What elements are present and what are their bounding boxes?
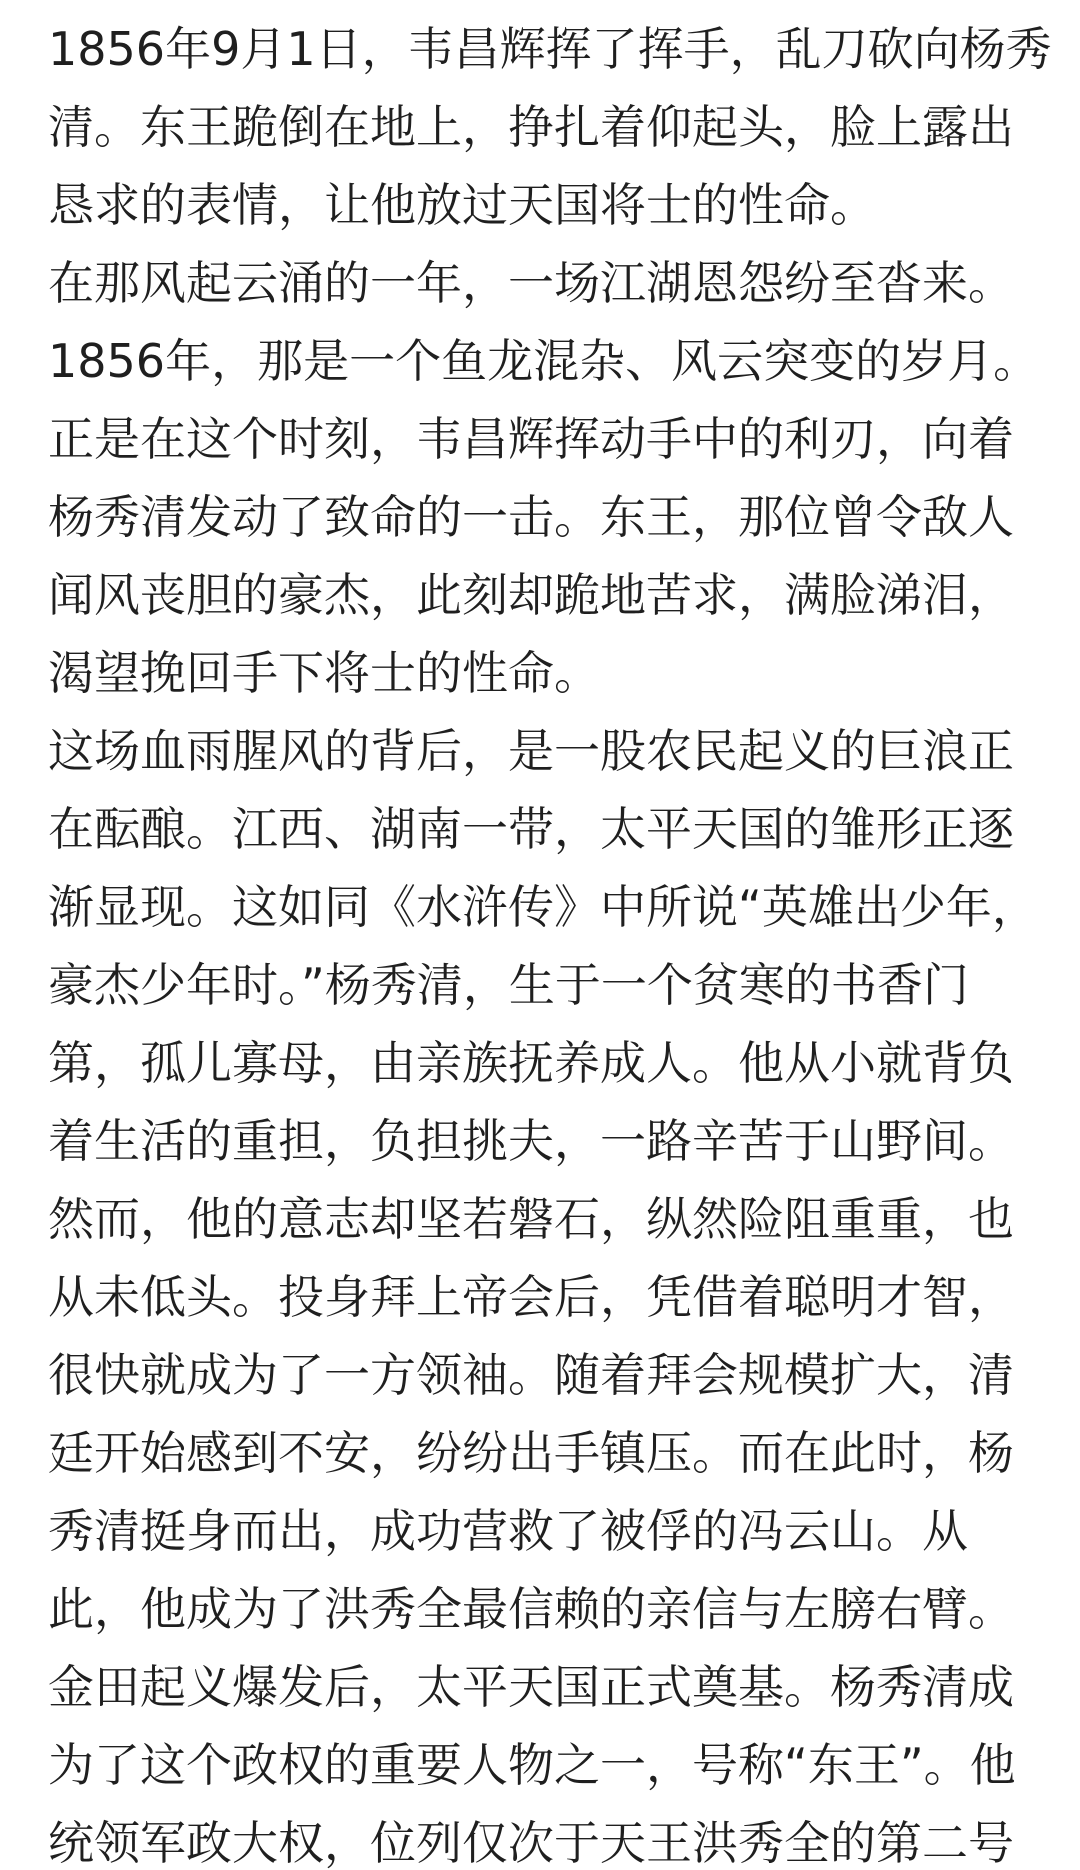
article-line: 第，孤儿寡母，由亲族抚养成人。他从小就背负	[48, 1036, 1014, 1090]
article-line: 从未低头。投身拜上帝会后，凭借着聪明才智，	[48, 1270, 1014, 1324]
article-line: 杨秀清发动了致命的一击。东王，那位曾令敌人	[48, 490, 1014, 544]
article-line: 恳求的表情，让他放过天国将士的性命。	[48, 178, 876, 232]
article-line: 这场血雨腥风的背后，是一股农民起义的巨浪正	[48, 724, 1014, 778]
article-line: 在那风起云涌的一年，一场江湖恩怨纷至沓来。	[48, 256, 1014, 310]
article-line: 渐显现。这如同《水浒传》中所说“英雄出少年，	[48, 880, 1038, 934]
article-line: 在酝酿。江西、湖南一带，太平天国的雏形正逐	[48, 802, 1014, 856]
article-line: 秀清挺身而出，成功营救了被俘的冯云山。从	[48, 1504, 968, 1558]
article-line: 然而，他的意志却坚若磐石，纵然险阻重重，也	[48, 1192, 1014, 1246]
article-line: 此，他成为了洪秀全最信赖的亲信与左膀右臂。	[48, 1582, 1014, 1636]
article-line: 正是在这个时刻，韦昌辉挥动手中的利刃，向着	[48, 412, 1014, 466]
article-line: 很快就成为了一方领袖。随着拜会规模扩大，清	[48, 1348, 1014, 1402]
article-line: 为了这个政权的重要人物之一，号称“东王”。他	[48, 1738, 1016, 1792]
article-line: 1856年，那是一个鱼龙混杂、风云突变的岁月。	[48, 334, 1040, 388]
article-line: 廷开始感到不安，纷纷出手镇压。而在此时，杨	[48, 1426, 1014, 1480]
article-line: 闻风丧胆的豪杰，此刻却跪地苦求，满脸涕泪，	[48, 568, 1014, 622]
article-line: 统领军政大权，位列仅次于天王洪秀全的第二号	[48, 1816, 1014, 1870]
article-line: 着生活的重担，负担挑夫，一路辛苦于山野间。	[48, 1114, 1014, 1168]
article-line: 豪杰少年时。”杨秀清，生于一个贫寒的书香门	[48, 958, 969, 1012]
article-line: 1856年9月1日，韦昌辉挥了挥手，乱刀砍向杨秀	[48, 22, 1052, 76]
article-line: 金田起义爆发后，太平天国正式奠基。杨秀清成	[48, 1660, 1014, 1714]
article-body	[48, 10, 1052, 1870]
article-line: 清。东王跪倒在地上，挣扎着仰起头，脸上露出	[48, 100, 1014, 154]
article-line: 渴望挽回手下将士的性命。	[48, 646, 600, 700]
